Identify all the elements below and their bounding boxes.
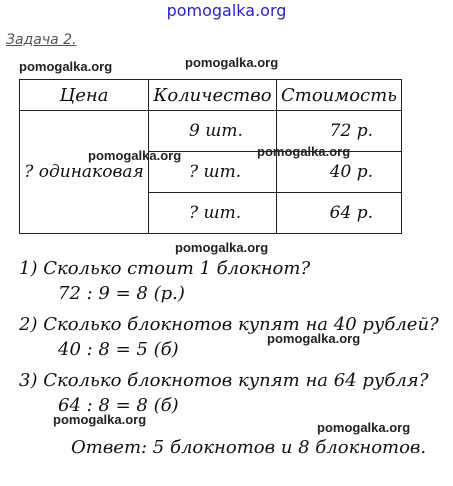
table-header-row — [20, 80, 402, 111]
watermark: pomogalka.org — [19, 59, 113, 74]
header-quantity: Количество — [149, 80, 277, 111]
watermark: pomogalka.org — [175, 240, 269, 255]
header-cost: Стоимость — [277, 80, 402, 111]
task-label: Задача 2. — [6, 32, 77, 48]
solution-calc-2: 40 : 8 = 5 (б) — [58, 339, 179, 360]
site-header: pomogalka.org — [166, 1, 287, 20]
watermark: pomogalka.org — [257, 144, 351, 159]
watermark: pomogalka.org — [53, 412, 147, 427]
quantity-cell: 9 шт. — [149, 111, 277, 152]
watermark: pomogalka.org — [88, 148, 182, 163]
watermark: pomogalka.org — [267, 331, 361, 346]
watermark: pomogalka.org — [317, 420, 411, 435]
cost-cell: 64 р. — [277, 193, 402, 234]
solution-question-1: 1) Сколько стоит 1 блокнот? — [19, 258, 311, 279]
solution-calc-3: 64 : 8 = 8 (б) — [58, 395, 179, 416]
header-price: Цена — [20, 80, 149, 111]
solution-question-3: 3) Сколько блокнотов купят на 64 рубля? — [19, 370, 429, 391]
quantity-cell: ? шт. — [149, 152, 277, 193]
price-cell: ? одинаковая — [20, 111, 149, 234]
quantity-cell: ? шт. — [149, 193, 277, 234]
cost-cell: 40 р. — [277, 152, 402, 193]
answer-line: Ответ: 5 блокнотов и 8 блокнотов. — [71, 437, 427, 458]
cost-cell: 72 р. — [277, 111, 402, 152]
solution-question-2: 2) Сколько блокнотов купят на 40 рублей? — [19, 314, 439, 335]
solution-calc-1: 72 : 9 = 8 (р.) — [58, 283, 185, 304]
watermark: pomogalka.org — [185, 55, 279, 70]
